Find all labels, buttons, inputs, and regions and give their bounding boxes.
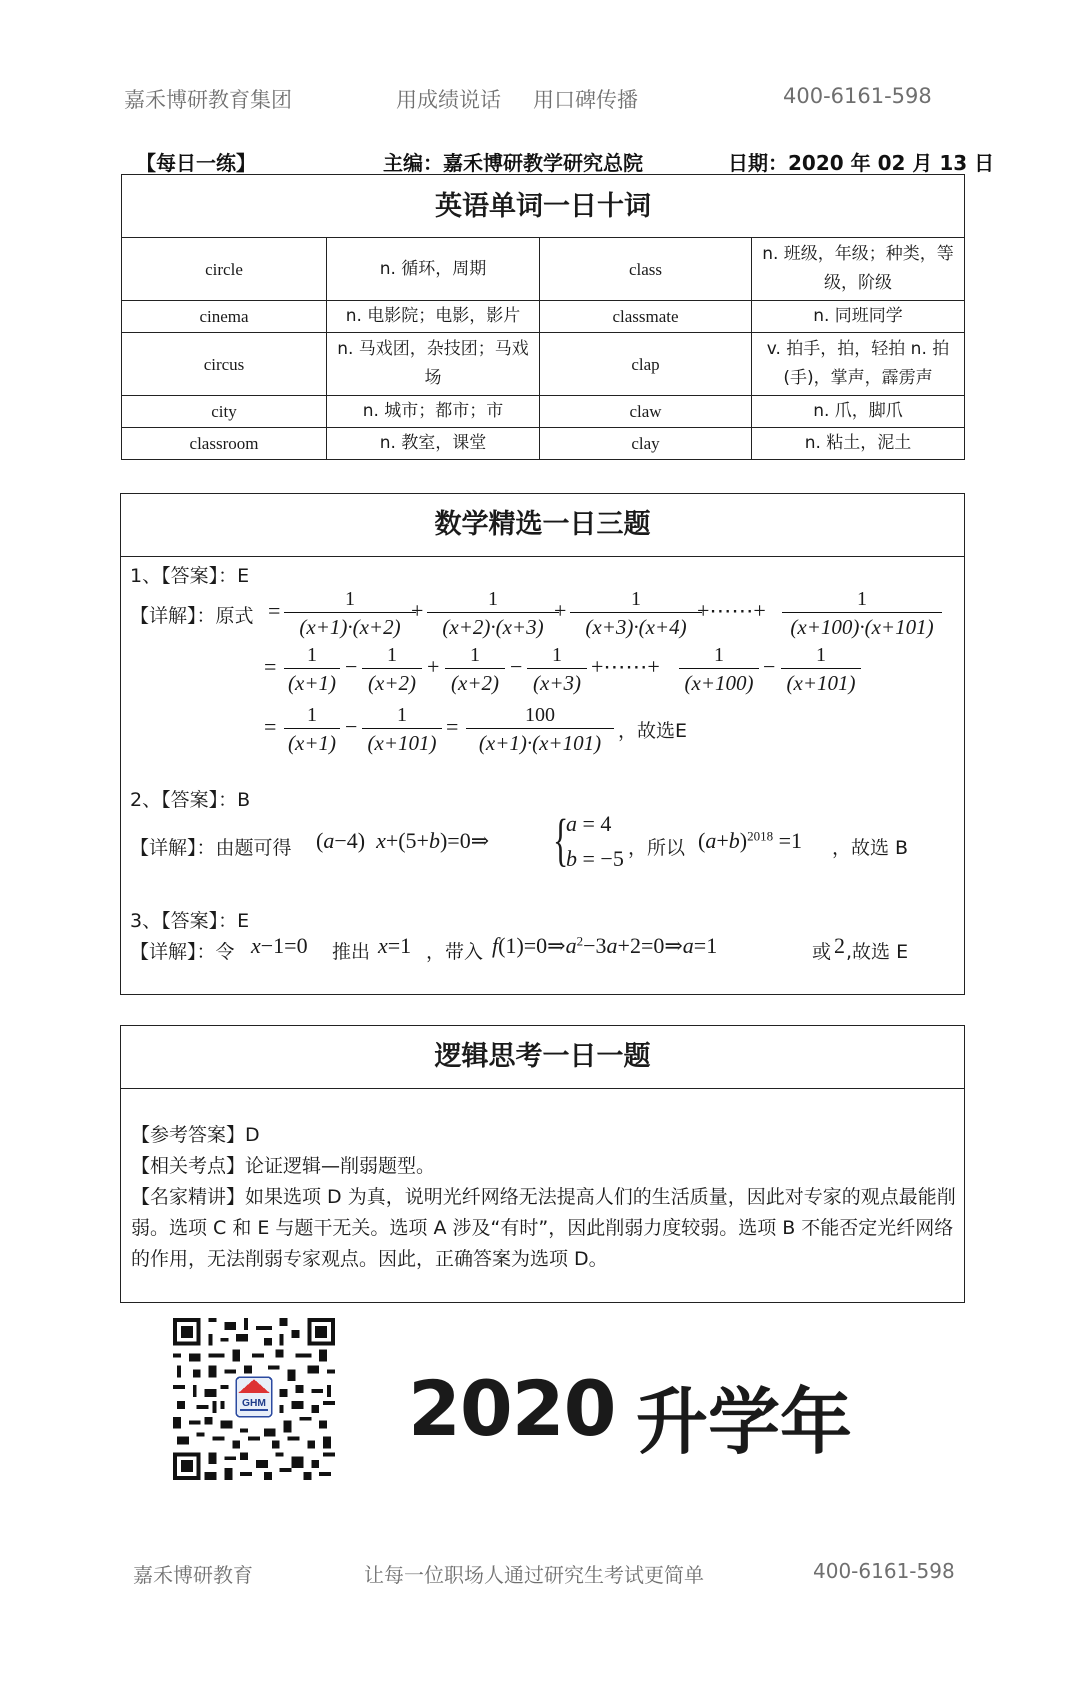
q3-deduce: 推出 <box>332 941 371 963</box>
qr-code-icon <box>173 1318 335 1480</box>
vocab-word: cinema <box>122 301 327 333</box>
vocab-meaning: n. 班级，年级；种类，等级，阶级 <box>752 238 965 301</box>
q3-eq3: $f(1)=0\Rightarrow a^2-3a+2=0\Rightarrow a=1$ <box>492 933 718 958</box>
logic-section <box>120 1025 965 1303</box>
fraction: 1 (x+101) <box>362 702 442 757</box>
vocab-meaning: n. 粘土，泥土 <box>752 428 965 460</box>
q2-answer: 2、【答案】：B <box>130 789 251 811</box>
banner-year: 2020 <box>408 1364 616 1453</box>
equals-sign: = <box>264 654 277 679</box>
footer-company: 嘉禾博研教育 <box>133 1563 253 1587</box>
fraction: 1 (x+3) <box>527 642 587 697</box>
ellipsis: +⋯⋯+ <box>697 598 766 623</box>
vocab-word: circle <box>122 238 327 301</box>
vocab-word: clap <box>540 333 752 396</box>
q2-therefore: ，所以 <box>628 837 686 859</box>
footer-phone: 400-6161-598 <box>813 1559 955 1583</box>
vocab-word: classmate <box>540 301 752 333</box>
minus-sign: − <box>345 714 358 739</box>
fraction: 1 (x+2) <box>362 642 422 697</box>
fraction: 1 (x+2)·(x+3) <box>427 586 559 641</box>
q3-eq2: x=1 <box>378 933 412 958</box>
q3-substitute: ，带入 <box>426 941 484 963</box>
q3-eq1: x−1=0 <box>251 933 308 958</box>
logic-body <box>131 1120 956 1275</box>
logic-point: 【相关考点】论证逻辑—削弱题型。 <box>131 1155 436 1177</box>
daily-practice-label: 【每日一练】 <box>136 151 256 175</box>
q2-conclusion: ，故选 B <box>832 837 909 859</box>
vocab-meaning: n. 马戏团，杂技团；马戏场 <box>327 333 540 396</box>
header-company: 嘉禾博研教育集团 <box>124 88 292 112</box>
fraction: 1 (x+1) <box>284 702 340 757</box>
plus-sign: + <box>427 654 440 679</box>
q2-system-b: b = −5 <box>566 846 624 871</box>
vocab-word: clay <box>540 428 752 460</box>
q3-conclusion: ,故选 E <box>846 941 909 963</box>
fraction: 100 (x+1)·(x+101) <box>466 702 614 757</box>
q3-detail-label: 【详解】：令 <box>130 941 235 963</box>
vocab-meaning: v. 拍手，拍，轻拍 n. 拍(手)，掌声，霹雳声 <box>752 333 965 396</box>
footer-slogan: 让每一位职场人通过研究生考试更简单 <box>364 1563 704 1587</box>
fraction: 1 (x+1)·(x+2) <box>284 586 416 641</box>
fraction: 1 (x+2) <box>445 642 505 697</box>
q2-detail-label: 【详解】：由题可得 <box>130 837 292 859</box>
q1-detail-label: 【详解】：原式 <box>130 605 254 627</box>
q3-answer: 3、【答案】：E <box>130 910 250 932</box>
q1-answer: 1、【答案】：E <box>130 565 250 587</box>
fraction: 1 (x+100) <box>679 642 759 697</box>
vocab-meaning: n. 教室，课堂 <box>327 428 540 460</box>
qr-logo-text: GHM <box>242 1398 266 1410</box>
math-title: 数学精选一日三题 <box>121 494 964 557</box>
vocab-meaning: n. 城市；都市；市 <box>327 396 540 428</box>
minus-sign: − <box>345 654 358 679</box>
ellipsis: +⋯⋯+ <box>591 654 660 679</box>
q2-result: $(a+b)^{2018} =1$ <box>698 828 802 853</box>
vocab-word: classroom <box>122 428 327 460</box>
q2-equation: (a−4) x+(5+b)=0⇒ <box>316 828 490 853</box>
vocab-word: class <box>540 238 752 301</box>
q3-or: 或 <box>812 941 832 963</box>
plus-sign: + <box>554 598 567 623</box>
vocab-meaning: n. 爪，脚爪 <box>752 396 965 428</box>
logic-title: 逻辑思考一日一题 <box>121 1026 964 1089</box>
logic-answer: 【参考答案】D <box>131 1124 260 1146</box>
q2-system-a: a = 4 <box>566 811 612 836</box>
minus-sign: − <box>763 654 776 679</box>
logic-analysis: 【名家精讲】如果选项 D 为真，说明光纤网络无法提高人们的生活质量，因此对专家的观点最能削弱。选项 C 和 E 与题干无关。选项 A 涉及“有时”，因此削弱力度较弱。选项 B 不能否定光纤网络的作用，无法削弱专家观点。因此，正确答案为选项 D。 <box>131 1186 956 1270</box>
fraction: 1 (x+100)·(x+101) <box>782 586 942 641</box>
minus-sign: − <box>510 654 523 679</box>
vocab-word: city <box>122 396 327 428</box>
vocab-meaning: n. 电影院；电影，影片 <box>327 301 540 333</box>
vocab-table <box>121 174 965 460</box>
editor-label: 主编：嘉禾博研教学研究总院 <box>383 151 643 175</box>
vocab-title: 英语单词一日十词 <box>122 175 965 238</box>
equals-sign: = <box>268 598 281 623</box>
q3-eq4: 2 <box>834 933 845 958</box>
banner-text: 升学年 <box>636 1380 853 1464</box>
header-phone: 400-6161-598 <box>783 84 932 108</box>
q1-conclusion: ，故选E <box>618 720 688 742</box>
fraction: 1 (x+101) <box>781 642 861 697</box>
fraction: 1 (x+1) <box>284 642 340 697</box>
equals-sign: = <box>264 714 277 739</box>
header-slogan-1: 用成绩说话 <box>396 88 501 112</box>
system-brace: { <box>553 807 569 872</box>
plus-sign: + <box>411 598 424 623</box>
header-slogan-2: 用口碑传播 <box>533 88 638 112</box>
date-label: 日期：2020 年 02 月 13 日 <box>728 151 995 175</box>
vocab-word: circus <box>122 333 327 396</box>
vocab-word: claw <box>540 396 752 428</box>
vocab-meaning: n. 同班同学 <box>752 301 965 333</box>
equals-sign: = <box>446 714 459 739</box>
fraction: 1 (x+3)·(x+4) <box>570 586 702 641</box>
vocab-meaning: n. 循环，周期 <box>327 238 540 301</box>
